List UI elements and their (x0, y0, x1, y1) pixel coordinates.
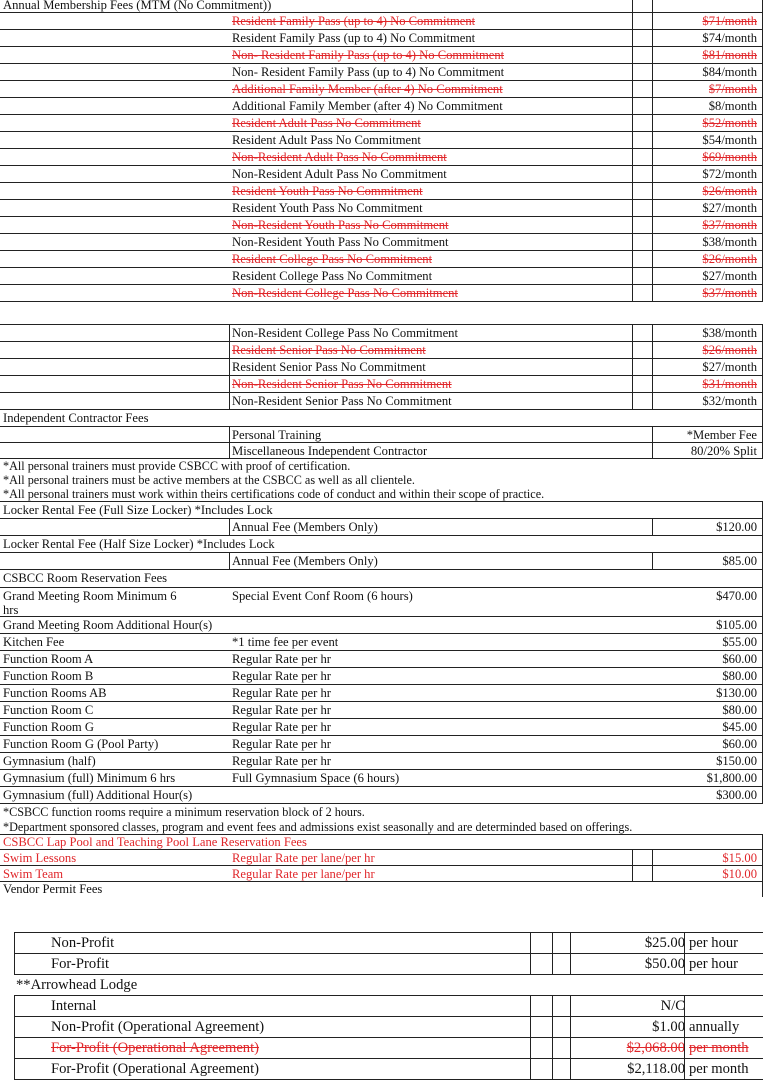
room-amount: $130.00 (716, 686, 757, 700)
membership-label: Additional Family Member (after 4) No Commitment (232, 99, 503, 113)
membership-amount: $26/month (702, 343, 757, 357)
grand-meeting-room-row (0, 587, 763, 617)
room-amount: $60.00 (722, 652, 757, 666)
membership-amount: $27/month (702, 269, 757, 283)
pool-name: Swim Lessons (3, 851, 77, 865)
membership-header-text: Annual Membership Fees (MTM (No Commitment)) (3, 0, 272, 12)
membership-rows (0, 13, 763, 302)
vendor-amount: $25.00 (644, 935, 685, 951)
membership-amount: $38/month (702, 235, 757, 249)
pool-rows (0, 850, 763, 882)
room-amount: $150.00 (716, 754, 757, 768)
room-row (0, 685, 763, 702)
membership-label: Non-Resident Adult Pass No Commitment (232, 150, 447, 164)
membership-label: Non-Resident Youth Pass No Commitment (232, 218, 449, 232)
rooms-note-1: *CSBCC function rooms require a minimum reservation block of 2 hours. (3, 805, 365, 819)
room-name: Gymnasium (half) (3, 754, 96, 768)
membership-section (0, 0, 763, 302)
arrowhead-rows (14, 996, 763, 1080)
vendor-amount: $50.00 (644, 956, 685, 972)
arrowhead-label: Non-Profit (Operational Agreement) (51, 1019, 265, 1035)
membership-label: Resident College Pass No Commitment (232, 269, 433, 283)
membership-label: Non-Resident Adult Pass No Commitment (232, 167, 447, 181)
vendor-label: For-Profit (51, 956, 110, 972)
contractor-rows (0, 427, 763, 459)
room-amount: $55.00 (722, 635, 757, 649)
membership-row (0, 183, 763, 200)
arrowhead-row (14, 1038, 763, 1059)
contractor-amount: 80/20% Split (690, 444, 757, 458)
membership-row (0, 251, 763, 268)
locker-header-text: Locker Rental Fee (Full Size Locker) *Includes Lock (3, 503, 273, 517)
contractor-row (0, 427, 763, 443)
room-desc: Regular Rate per hr (232, 754, 331, 768)
membership-label: Resident Senior Pass No Commitment (232, 343, 426, 357)
locker-amount: $120.00 (716, 520, 757, 534)
arrowhead-header (14, 975, 763, 996)
membership-row (0, 115, 763, 132)
vendor-unit: per hour (689, 956, 739, 972)
pool-header (0, 835, 763, 850)
pool-desc: Regular Rate per lane/per hr (232, 867, 375, 881)
membership-amount: $7/month (708, 82, 757, 96)
membership-label: Additional Family Member (after 4) No Commitment (232, 82, 503, 96)
room-row (0, 702, 763, 719)
room-row (0, 668, 763, 685)
vendor-label: Non-Profit (51, 935, 115, 951)
arrowhead-unit: per month (689, 1040, 749, 1056)
membership-row (0, 81, 763, 98)
arrowhead-row (14, 1017, 763, 1038)
membership-amount: $27/month (702, 360, 757, 374)
arrowhead-row (14, 996, 763, 1017)
room-row (0, 787, 763, 804)
locker-header-text: Locker Rental Fee (Half Size Locker) *Includes Lock (3, 537, 275, 551)
membership-amount: $26/month (702, 184, 757, 198)
room-row (0, 770, 763, 787)
room-desc: *1 time fee per event (232, 635, 339, 649)
vendor-row (14, 954, 763, 975)
vendor-row (14, 933, 763, 954)
room-desc: Regular Rate per hr (232, 669, 331, 683)
room-amount: $105.00 (716, 618, 757, 632)
membership-amount: $54/month (702, 133, 757, 147)
vendor-header (0, 882, 763, 897)
membership-label: Resident Youth Pass No Commitment (232, 184, 423, 198)
room-row (0, 617, 763, 634)
room-name: Function Rooms AB (3, 686, 107, 700)
membership-label: Non-Resident College Pass No Commitment (232, 286, 458, 300)
arrowhead-row (14, 1059, 763, 1080)
membership-row (0, 149, 763, 166)
locker-row (0, 519, 763, 536)
contractor-note-3: *All personal trainers must work within theirs certifications code of conduct and within their scope of practice. (0, 487, 763, 502)
room-row (0, 736, 763, 753)
room-name: Function Room B (3, 669, 94, 683)
membership-row (0, 98, 763, 115)
membership-row (0, 64, 763, 81)
membership-row (0, 376, 763, 393)
contractor-row (0, 443, 763, 459)
membership-continued-rows (0, 325, 763, 410)
rooms-header-text: CSBCC Room Reservation Fees (3, 571, 168, 585)
pool-desc: Regular Rate per lane/per hr (232, 851, 375, 865)
membership-label: Non-Resident College Pass No Commitment (232, 326, 458, 340)
membership-label: Resident Adult Pass No Commitment (232, 133, 421, 147)
pool-row (0, 850, 763, 866)
locker-label: Annual Fee (Members Only) (232, 520, 378, 534)
room-name: Gymnasium (full) Additional Hour(s) (3, 788, 193, 802)
locker-amount: $85.00 (722, 554, 757, 568)
membership-row (0, 325, 763, 342)
arrowhead-amount: $2,118.00 (627, 1061, 685, 1077)
room-amount: $1,800.00 (706, 771, 757, 785)
room-row (0, 651, 763, 668)
arrowhead-label: For-Profit (Operational Agreement) (51, 1061, 260, 1077)
membership-row (0, 359, 763, 376)
locker-row (0, 553, 763, 570)
pool-header-text: CSBCC Lap Pool and Teaching Pool Lane Reservation Fees (3, 835, 307, 849)
grand-meeting-room-amount: $470.00 (716, 589, 757, 603)
room-row (0, 753, 763, 770)
membership-amount: $72/month (702, 167, 757, 181)
membership-label: Resident Family Pass (up to 4) No Commitment (232, 31, 476, 45)
membership-amount: $37/month (702, 218, 757, 232)
membership-amount: $74/month (702, 31, 757, 45)
contractor-note-1: *All personal trainers must provide CSBCC with proof of certification. (3, 459, 351, 473)
vendor-rows (14, 933, 763, 975)
membership-row (0, 393, 763, 410)
room-desc: Regular Rate per hr (232, 737, 331, 751)
membership-amount: $31/month (702, 377, 757, 391)
membership-row (0, 13, 763, 30)
membership-header (0, 0, 763, 13)
room-row (0, 634, 763, 651)
arrowhead-amount: $1.00 (652, 1019, 685, 1035)
membership-amount: $52/month (702, 116, 757, 130)
room-name: Function Room G (3, 720, 94, 734)
membership-amount: $32/month (702, 394, 757, 408)
membership-row (0, 47, 763, 64)
membership-amount: $26/month (702, 252, 757, 266)
vendor-unit: per hour (689, 935, 739, 951)
membership-label: Non- Resident Family Pass (up to 4) No Commitment (232, 48, 505, 62)
contractor-label: Miscellaneous Independent Contractor (232, 444, 428, 458)
vendor-header-text: Vendor Permit Fees (3, 882, 103, 896)
membership-amount: $27/month (702, 201, 757, 215)
membership-row (0, 285, 763, 302)
grand-meeting-room-label: Grand Meeting Room Minimum 6 hrs (3, 589, 177, 617)
membership-row (0, 268, 763, 285)
room-name: Gymnasium (full) Minimum 6 hrs (3, 771, 176, 785)
room-desc: Regular Rate per hr (232, 720, 331, 734)
membership-amount: $71/month (702, 14, 757, 28)
membership-label: Resident Family Pass (up to 4) No Commitment (232, 14, 476, 28)
room-amount: $60.00 (722, 737, 757, 751)
locker-rows (0, 502, 763, 570)
arrowhead-label: For-Profit (Operational Agreement) (51, 1040, 260, 1056)
room-rows (0, 617, 763, 804)
arrowhead-unit: annually (689, 1019, 740, 1035)
room-name: Function Room G (Pool Party) (3, 737, 159, 751)
pool-row (0, 866, 763, 882)
membership-row (0, 132, 763, 149)
contractor-header (0, 410, 763, 427)
locker-header (0, 536, 763, 553)
contractor-label: Personal Training (232, 428, 322, 442)
contractor-note-2: *All personal trainers must be active members at the CSBCC as well as all clientele. (3, 473, 415, 487)
grand-meeting-room-desc: Special Event Conf Room (6 hours) (232, 589, 413, 603)
membership-row (0, 234, 763, 251)
arrowhead-unit: per month (689, 1061, 749, 1077)
room-amount: $80.00 (722, 703, 757, 717)
arrowhead-label: Internal (51, 998, 97, 1014)
membership-amount: $8/month (708, 99, 757, 113)
membership-amount: $37/month (702, 286, 757, 300)
membership-label: Resident College Pass No Commitment (232, 252, 433, 266)
room-name: Function Room A (3, 652, 94, 666)
room-name: Function Room C (3, 703, 94, 717)
membership-row (0, 30, 763, 47)
membership-amount: $69/month (702, 150, 757, 164)
arrowhead-amount: N/C (660, 998, 685, 1014)
pool-amount: $10.00 (722, 867, 757, 881)
room-row (0, 719, 763, 736)
contractor-amount: *Member Fee (686, 428, 757, 442)
arrowhead-header-text: **Arrowhead Lodge (16, 977, 138, 993)
membership-label: Resident Youth Pass No Commitment (232, 201, 423, 215)
membership-row (0, 166, 763, 183)
room-amount: $45.00 (722, 720, 757, 734)
rooms-note-2: *Department sponsored classes, program and event fees and admissions exist seasonally and are determinded based on offerings. (0, 820, 763, 835)
room-desc: Full Gymnasium Space (6 hours) (232, 771, 400, 785)
membership-label: Resident Senior Pass No Commitment (232, 360, 426, 374)
pool-amount: $15.00 (722, 851, 757, 865)
membership-label: Non-Resident Youth Pass No Commitment (232, 235, 449, 249)
vendor-arrowhead-section (14, 932, 763, 1080)
locker-header (0, 502, 763, 519)
membership-label: Resident Adult Pass No Commitment (232, 116, 421, 130)
room-name: Grand Meeting Room Additional Hour(s) (3, 618, 213, 632)
membership-amount: $84/month (702, 65, 757, 79)
rooms-header (0, 570, 763, 587)
room-desc: Regular Rate per hr (232, 686, 331, 700)
fees-section (0, 324, 763, 897)
contractor-header-text: Independent Contractor Fees (3, 411, 149, 425)
membership-label: Non-Resident Senior Pass No Commitment (232, 377, 452, 391)
room-amount: $80.00 (722, 669, 757, 683)
room-desc: Regular Rate per hr (232, 703, 331, 717)
membership-label: Non- Resident Family Pass (up to 4) No Commitment (232, 65, 505, 79)
locker-label: Annual Fee (Members Only) (232, 554, 378, 568)
room-name: Kitchen Fee (3, 635, 65, 649)
membership-amount: $81/month (702, 48, 757, 62)
arrowhead-amount: $2,068.00 (626, 1040, 685, 1056)
membership-label: Non-Resident Senior Pass No Commitment (232, 394, 452, 408)
membership-row (0, 342, 763, 359)
room-amount: $300.00 (716, 788, 757, 802)
membership-amount: $38/month (702, 326, 757, 340)
membership-row (0, 200, 763, 217)
room-desc: Regular Rate per hr (232, 652, 331, 666)
pool-name: Swim Team (3, 867, 64, 881)
membership-row (0, 217, 763, 234)
